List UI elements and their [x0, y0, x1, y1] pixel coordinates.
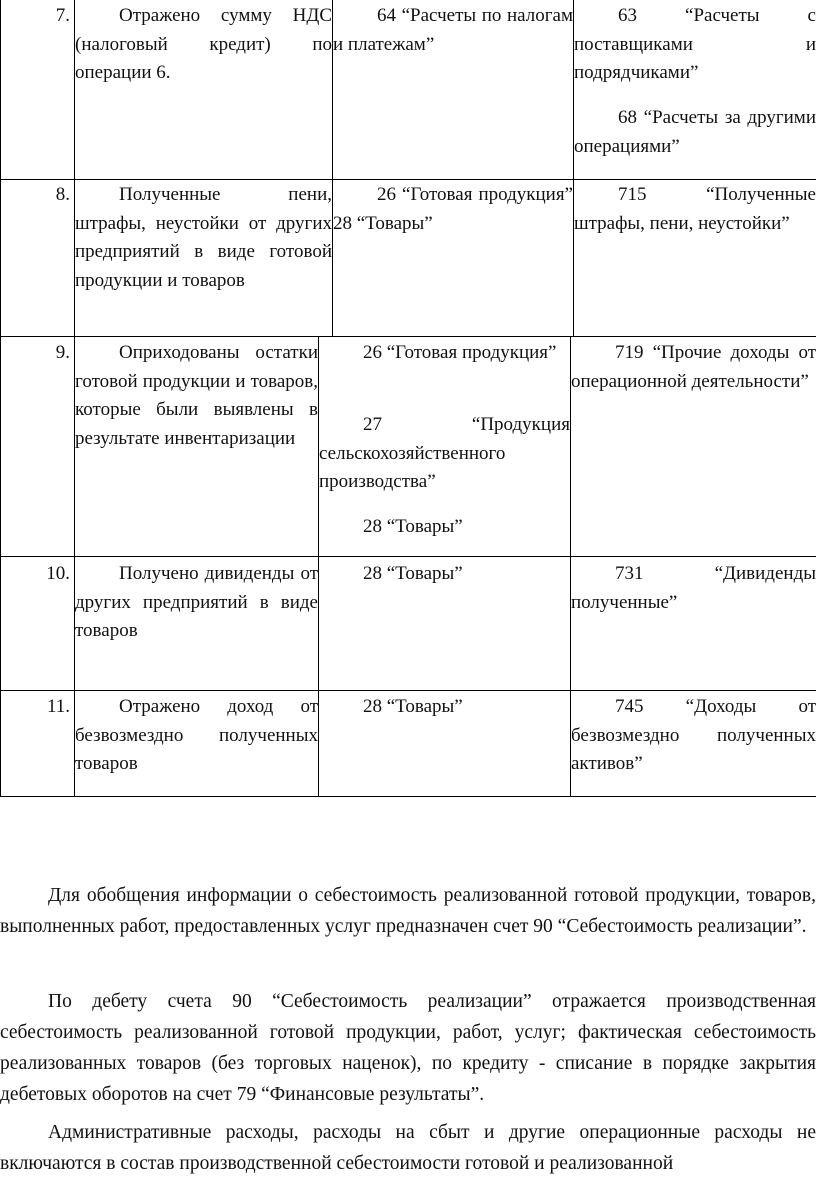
row-border: [0, 556, 816, 557]
row-description: Оприходованы остатки готовой продукции и товаров, которые были выявлены в результате инвентаризации: [75, 342, 318, 449]
body-paragraph: По дебету счета 90 “Себестоимость реализации” отражается производственная себестоимость реализованной готовой продукции, работ, услуг; фактическая себестоимость реализованных товаров (без торговых наценок), по кредиту - списание в порядке закрытия дебетовых оборотов на счет 79 “Финансовые результаты”.: [0, 991, 816, 1105]
credit-account: 68 “Расчеты за другими операциями”: [574, 107, 816, 157]
row-number: 7.: [55, 5, 70, 26]
debit-account: 26 “Готовая продукция” 28 “Товары”: [333, 184, 573, 234]
row-border: [0, 796, 816, 797]
credit-account: 63 “Расчеты с поставщиками и подрядчиками”: [574, 5, 816, 83]
row-description: Отражено сумму НДС (налоговый кредит) по операции 6.: [75, 5, 332, 83]
row-number: 11.: [46, 696, 70, 717]
row-number: 9.: [55, 342, 70, 363]
row-border: [0, 179, 816, 180]
debit-account: 26 “Готовая продукция”: [363, 342, 557, 363]
debit-account: 64 “Расчеты по налогам и платежам”: [333, 5, 573, 55]
debit-account: 28 “Товары”: [363, 696, 463, 717]
row-number: 8.: [55, 184, 70, 205]
credit-account: 731 “Дивиденды полученные”: [571, 563, 816, 613]
credit-account: 719 “Прочие доходы от операционной деятельности”: [571, 342, 816, 392]
body-paragraph: Для обобщения информации о себестоимость реализованной готовой продукции, товаров, выполненных работ, предоставленных услуг предназначен счет 90 “Себестоимость реализации”.: [0, 885, 816, 937]
row-border: [0, 690, 816, 691]
debit-account: 28 “Товары”: [363, 563, 463, 584]
row-description: Отражено доход от безвозмездно полученных товаров: [75, 696, 318, 774]
debit-account: 28 “Товары”: [363, 516, 463, 537]
credit-account: 715 “Полученные штрафы, пени, неустойки”: [574, 184, 816, 234]
row-description: Получено дивиденды от других предприятий в виде товаров: [75, 563, 318, 641]
row-border: [0, 336, 816, 337]
row-number: 10.: [46, 563, 70, 584]
column-border: [0, 0, 1, 797]
credit-account: 745 “Доходы от безвозмездно полученных активов”: [571, 696, 816, 774]
row-description: Полученные пени, штрафы, неустойки от других предприятий в виде готовой продукции и товаров: [75, 184, 332, 291]
body-paragraph: Административные расходы, расходы на сбыт и другие операционные расходы не включаются в состав производственной себестоимости готовой и реализованной: [0, 1122, 816, 1174]
debit-account: 27 “Продукция сельскохозяйственного производства”: [319, 414, 570, 492]
